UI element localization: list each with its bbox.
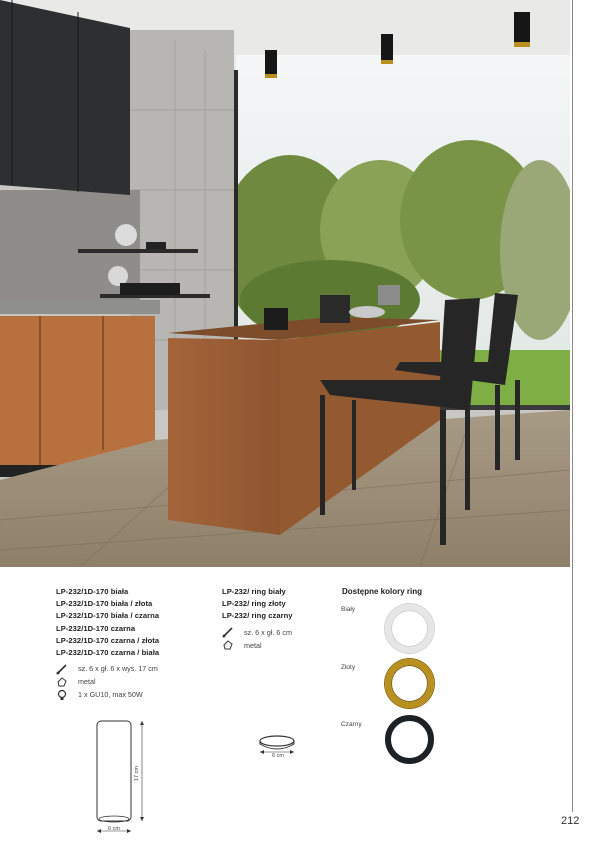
product-code: LP-232/ ring czarny (222, 611, 293, 621)
bulb-icon (56, 689, 72, 701)
product-code: LP-232/1D-170 czarna (56, 623, 136, 633)
ring-color-label: Złoty (341, 664, 356, 671)
spec-text: sz. 6 x gł. 6 cm (244, 627, 292, 637)
spec-dimensions (56, 662, 159, 675)
page-number: 212 (561, 815, 580, 827)
spec-text: 1 x GU10, max 50W (78, 690, 143, 700)
ring-swatch-gold (385, 659, 434, 708)
spec-text: metal (78, 677, 96, 687)
product-code: LP-232/ ring złoty (222, 599, 286, 609)
product-list-rings (222, 586, 293, 652)
ring-colors-title: Dostępne kolory ring (342, 587, 423, 596)
width-dimension-label: 6 cm (272, 753, 284, 759)
spec-dimensions (222, 626, 293, 639)
product-code: LP-232/ ring biały (222, 587, 286, 596)
ring-drawing (256, 732, 300, 764)
spec-material (56, 675, 159, 688)
product-code: LP-232/1D-170 biała (56, 587, 129, 596)
ruler-icon (222, 626, 238, 638)
product-list-lamps (56, 586, 159, 701)
ruler-icon (56, 663, 72, 675)
product-code: LP-232/1D-170 biała / złota (56, 599, 153, 609)
spec-bulb (56, 688, 159, 701)
ring-color-label: Biały (341, 606, 356, 613)
ring-color-label: Czarny (341, 721, 362, 728)
material-icon (56, 676, 72, 688)
product-code: LP-232/1D-170 biała / czarna (56, 611, 160, 621)
product-code: LP-232/1D-170 czarna / złota (56, 635, 160, 645)
right-margin-rule (572, 0, 573, 812)
lamp-drawing (90, 715, 160, 840)
height-dimension-label: 17 cm (134, 766, 140, 781)
spec-text: sz. 6 x gł. 6 x wys. 17 cm (78, 664, 158, 674)
spec-text: metal (244, 640, 262, 650)
ring-swatch-black (385, 715, 434, 764)
width-dimension-label: 6 cm (108, 826, 120, 832)
material-icon (222, 639, 238, 651)
product-code: LP-232/1D-170 czarna / biała (56, 648, 160, 658)
spec-material (222, 639, 293, 652)
ring-swatch-white (385, 604, 434, 653)
